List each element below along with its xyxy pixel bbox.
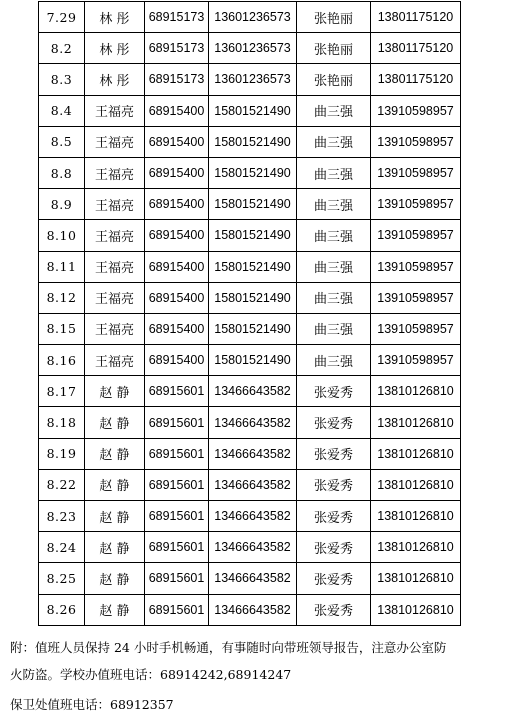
cell-staff-mobile: 13810126810 xyxy=(371,501,461,532)
cell-office-phone: 68915400 xyxy=(145,282,209,313)
cell-staff-name: 曲三强 xyxy=(297,251,371,282)
cell-leader-mobile: 15801521490 xyxy=(209,251,297,282)
duty-schedule-body xyxy=(39,2,461,626)
footnote-line-2: 火防盗。学校办值班电话：68914242,68914247 xyxy=(10,667,292,682)
cell-leader-mobile: 13601236573 xyxy=(209,2,297,33)
table-row xyxy=(39,532,461,563)
cell-leader-mobile: 15801521490 xyxy=(209,345,297,376)
cell-staff-name: 曲三强 xyxy=(297,126,371,157)
cell-date: 8.17 xyxy=(39,376,85,407)
cell-staff-name: 曲三强 xyxy=(297,345,371,376)
cell-office-phone: 68915601 xyxy=(145,469,209,500)
cell-staff-mobile: 13801175120 xyxy=(371,64,461,95)
cell-leader-name: 赵 静 xyxy=(85,469,145,500)
table-row xyxy=(39,501,461,532)
cell-leader-mobile: 15801521490 xyxy=(209,220,297,251)
cell-leader-name: 王福亮 xyxy=(85,282,145,313)
table-row xyxy=(39,220,461,251)
cell-leader-name: 赵 静 xyxy=(85,501,145,532)
cell-staff-name: 曲三强 xyxy=(297,220,371,251)
cell-leader-name: 王福亮 xyxy=(85,126,145,157)
cell-staff-name: 张爱秀 xyxy=(297,376,371,407)
cell-leader-mobile: 13466643582 xyxy=(209,501,297,532)
cell-leader-mobile: 13466643582 xyxy=(209,438,297,469)
cell-staff-mobile: 13910598957 xyxy=(371,282,461,313)
cell-staff-name: 曲三强 xyxy=(297,189,371,220)
cell-staff-mobile: 13910598957 xyxy=(371,313,461,344)
cell-date: 8.22 xyxy=(39,469,85,500)
cell-office-phone: 68915400 xyxy=(145,95,209,126)
cell-staff-name: 曲三强 xyxy=(297,157,371,188)
cell-date: 8.15 xyxy=(39,313,85,344)
cell-leader-name: 王福亮 xyxy=(85,157,145,188)
cell-leader-mobile: 13601236573 xyxy=(209,33,297,64)
cell-leader-name: 王福亮 xyxy=(85,95,145,126)
cell-staff-mobile: 13810126810 xyxy=(371,532,461,563)
cell-staff-mobile: 13910598957 xyxy=(371,345,461,376)
cell-leader-mobile: 13466643582 xyxy=(209,469,297,500)
cell-office-phone: 68915601 xyxy=(145,438,209,469)
cell-date: 7.29 xyxy=(39,2,85,33)
cell-date: 8.26 xyxy=(39,594,85,625)
cell-staff-name: 张爱秀 xyxy=(297,563,371,594)
cell-leader-mobile: 15801521490 xyxy=(209,157,297,188)
cell-leader-name: 林 彤 xyxy=(85,2,145,33)
cell-office-phone: 68915400 xyxy=(145,345,209,376)
cell-date: 8.5 xyxy=(39,126,85,157)
cell-date: 8.19 xyxy=(39,438,85,469)
cell-date: 8.3 xyxy=(39,64,85,95)
cell-office-phone: 68915173 xyxy=(145,33,209,64)
cell-leader-mobile: 13466643582 xyxy=(209,594,297,625)
cell-office-phone: 68915601 xyxy=(145,594,209,625)
cell-leader-name: 赵 静 xyxy=(85,407,145,438)
duty-schedule-table xyxy=(38,1,461,626)
cell-leader-mobile: 13466643582 xyxy=(209,532,297,563)
cell-staff-name: 张艳丽 xyxy=(297,33,371,64)
cell-leader-name: 王福亮 xyxy=(85,189,145,220)
cell-staff-name: 张爱秀 xyxy=(297,407,371,438)
table-row xyxy=(39,376,461,407)
table-row xyxy=(39,282,461,313)
table-row xyxy=(39,64,461,95)
cell-staff-name: 曲三强 xyxy=(297,282,371,313)
cell-office-phone: 68915400 xyxy=(145,220,209,251)
cell-staff-mobile: 13910598957 xyxy=(371,220,461,251)
footnote-line-3: 保卫处值班电话：68912357 xyxy=(10,697,174,712)
cell-leader-mobile: 15801521490 xyxy=(209,282,297,313)
cell-leader-name: 林 彤 xyxy=(85,33,145,64)
table-row xyxy=(39,189,461,220)
cell-date: 8.24 xyxy=(39,532,85,563)
cell-office-phone: 68915400 xyxy=(145,126,209,157)
cell-leader-name: 赵 静 xyxy=(85,532,145,563)
cell-date: 8.9 xyxy=(39,189,85,220)
cell-office-phone: 68915400 xyxy=(145,157,209,188)
cell-staff-mobile: 13810126810 xyxy=(371,438,461,469)
table-row xyxy=(39,594,461,625)
cell-staff-mobile: 13910598957 xyxy=(371,95,461,126)
cell-date: 8.10 xyxy=(39,220,85,251)
table-row xyxy=(39,407,461,438)
cell-office-phone: 68915601 xyxy=(145,407,209,438)
cell-leader-name: 林 彤 xyxy=(85,64,145,95)
cell-office-phone: 68915173 xyxy=(145,64,209,95)
cell-staff-mobile: 13810126810 xyxy=(371,594,461,625)
cell-staff-mobile: 13810126810 xyxy=(371,407,461,438)
cell-staff-mobile: 13810126810 xyxy=(371,469,461,500)
cell-staff-mobile: 13801175120 xyxy=(371,2,461,33)
table-row xyxy=(39,95,461,126)
cell-leader-name: 赵 静 xyxy=(85,594,145,625)
cell-staff-name: 张爱秀 xyxy=(297,469,371,500)
table-row xyxy=(39,469,461,500)
cell-leader-mobile: 15801521490 xyxy=(209,126,297,157)
table-row xyxy=(39,251,461,282)
cell-date: 8.8 xyxy=(39,157,85,188)
table-row xyxy=(39,126,461,157)
cell-date: 8.18 xyxy=(39,407,85,438)
table-row xyxy=(39,33,461,64)
cell-leader-mobile: 13466643582 xyxy=(209,407,297,438)
table-row xyxy=(39,2,461,33)
footnote-line-1: 附：值班人员保持 24 小时手机畅通，有事随时向带班领导报告，注意办公室防 xyxy=(10,640,447,655)
cell-leader-name: 赵 静 xyxy=(85,438,145,469)
cell-leader-name: 赵 静 xyxy=(85,376,145,407)
cell-leader-mobile: 13466643582 xyxy=(209,563,297,594)
cell-staff-name: 张爱秀 xyxy=(297,438,371,469)
cell-staff-name: 张艳丽 xyxy=(297,64,371,95)
cell-leader-name: 王福亮 xyxy=(85,251,145,282)
table-row xyxy=(39,438,461,469)
cell-leader-mobile: 15801521490 xyxy=(209,95,297,126)
cell-staff-mobile: 13910598957 xyxy=(371,251,461,282)
cell-date: 8.2 xyxy=(39,33,85,64)
cell-office-phone: 68915601 xyxy=(145,532,209,563)
cell-staff-name: 张艳丽 xyxy=(297,2,371,33)
cell-staff-name: 曲三强 xyxy=(297,95,371,126)
cell-date: 8.25 xyxy=(39,563,85,594)
cell-office-phone: 68915173 xyxy=(145,2,209,33)
table-row xyxy=(39,313,461,344)
cell-date: 8.11 xyxy=(39,251,85,282)
cell-office-phone: 68915400 xyxy=(145,189,209,220)
cell-leader-mobile: 15801521490 xyxy=(209,313,297,344)
cell-leader-name: 赵 静 xyxy=(85,563,145,594)
cell-leader-mobile: 13601236573 xyxy=(209,64,297,95)
table-row xyxy=(39,157,461,188)
table-row xyxy=(39,563,461,594)
cell-staff-mobile: 13810126810 xyxy=(371,376,461,407)
cell-leader-name: 王福亮 xyxy=(85,220,145,251)
cell-office-phone: 68915601 xyxy=(145,501,209,532)
cell-staff-mobile: 13801175120 xyxy=(371,33,461,64)
cell-staff-name: 张爱秀 xyxy=(297,594,371,625)
cell-staff-mobile: 13910598957 xyxy=(371,126,461,157)
cell-staff-mobile: 13910598957 xyxy=(371,157,461,188)
cell-staff-mobile: 13810126810 xyxy=(371,563,461,594)
cell-date: 8.4 xyxy=(39,95,85,126)
cell-office-phone: 68915400 xyxy=(145,251,209,282)
cell-office-phone: 68915601 xyxy=(145,563,209,594)
table-row xyxy=(39,345,461,376)
cell-staff-name: 张爱秀 xyxy=(297,501,371,532)
cell-date: 8.12 xyxy=(39,282,85,313)
cell-staff-name: 张爱秀 xyxy=(297,532,371,563)
cell-date: 8.23 xyxy=(39,501,85,532)
cell-staff-mobile: 13910598957 xyxy=(371,189,461,220)
cell-office-phone: 68915601 xyxy=(145,376,209,407)
cell-staff-name: 曲三强 xyxy=(297,313,371,344)
cell-leader-mobile: 13466643582 xyxy=(209,376,297,407)
cell-date: 8.16 xyxy=(39,345,85,376)
cell-office-phone: 68915400 xyxy=(145,313,209,344)
cell-leader-name: 王福亮 xyxy=(85,313,145,344)
cell-leader-name: 王福亮 xyxy=(85,345,145,376)
cell-leader-mobile: 15801521490 xyxy=(209,189,297,220)
